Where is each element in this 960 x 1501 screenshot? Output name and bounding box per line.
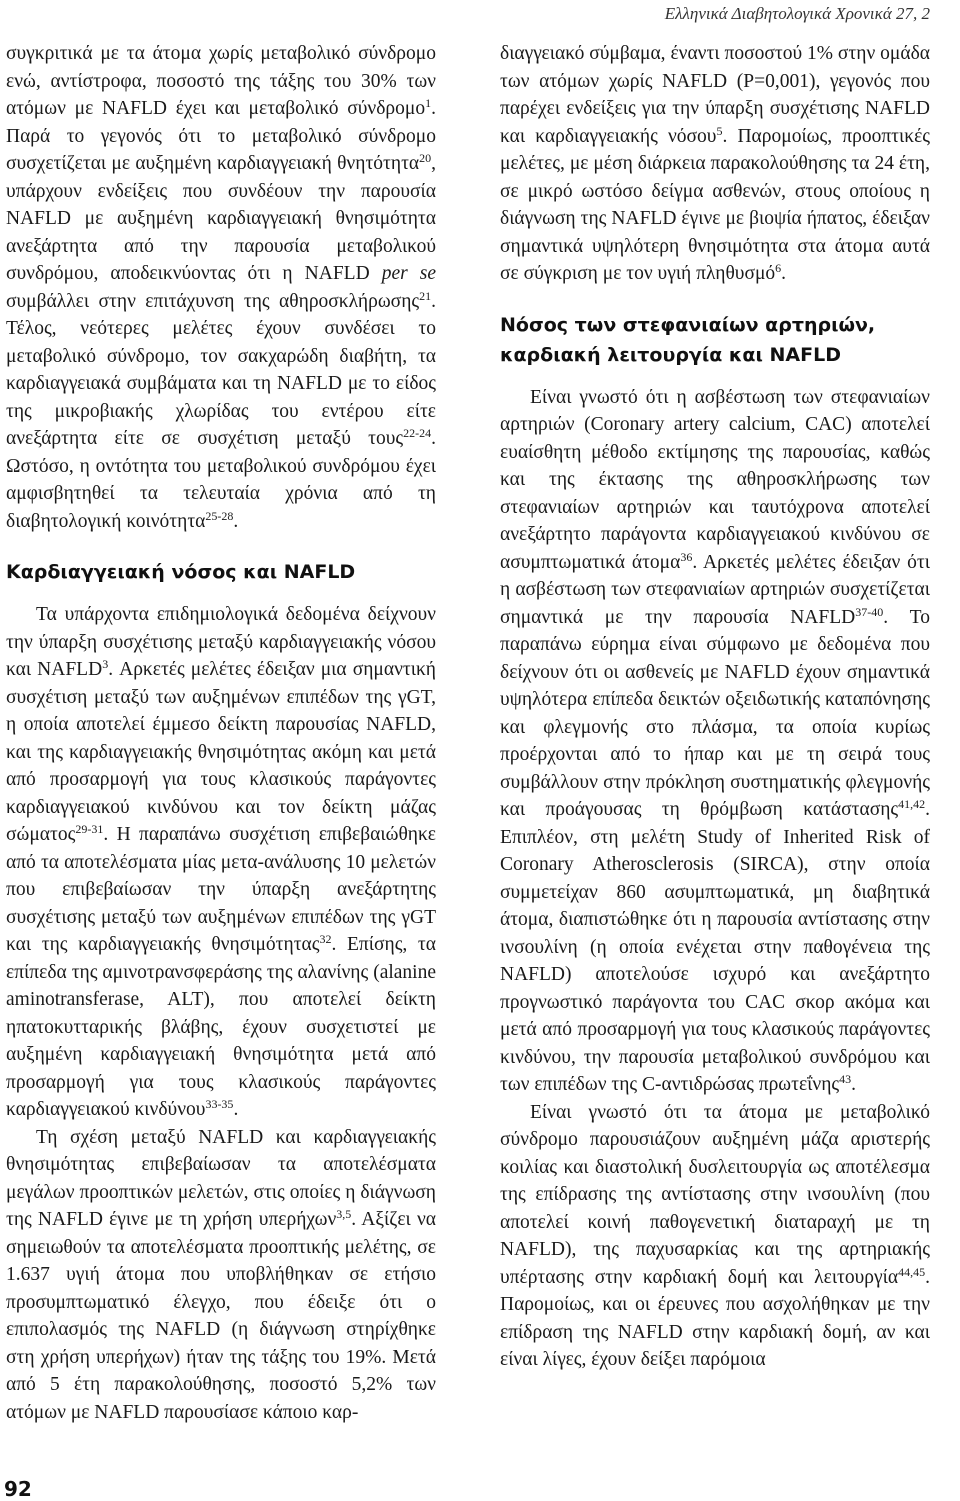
section-heading — [500, 310, 930, 370]
text-run: . Τέλος, νεότερες μελέτες έχουν συνδέσει το μεταβολικό σύνδρομο, τον σακχαρώδη διαβήτη, τα καρδιαγγειακά συμβάματα και τη NAFLD με το είδος της μικροβιακής χλωρίδας του εντέρου είτε ανεξάρτητα είτε σε συσχέτιση μεταξύ τους — [6, 290, 436, 449]
text-run: . Επίσης, τα επίπεδα της αμινοτρανσφεράσης της αλανίνης (alanine aminotransferase, ALT), που αποτελεί δείκτη ηπατοκυτταρικής βλάβης, έχουν συσχετιστεί με αυξημένη καρδιαγγειακή θνησιμότητα μετά από προσαρμογή για τους κλασικούς παράγοντες καρδιαγγειακού κινδύνου — [6, 934, 436, 1120]
text-run: . — [233, 1099, 239, 1120]
page-number: 92 — [4, 1477, 32, 1501]
text-run: . Αξίζει να σημειωθούν τα αποτελέσματα προοπτικής μελέτης, σε 1.637 υγιή άτομα που υποβλήθηκαν σε ετήσιο προσυμπτωματικό έλεγχο, που έδειξε ότι ο επιπολασμός της NAFLD (η διάγνωση στηρίχθηκε στη χρήση υπερήχων) ήταν της τάξης του 19%. Μετά από 5 έτη παρακολούθησης, ποσοστό 5,2% των ατόμων με NAFLD παρουσίασε κάποιο καρ- — [6, 1209, 436, 1423]
text-run: . Αρκετές μελέτες έδειξαν μια σημαντική συσχέτιση μεταξύ των αυξημένων επιπέδων της γGT, η οποία αποτελεί έμμεσο δείκτη παρουσίας NAFLD, και της καρδιαγγειακής θνησιμότητας ακόμη και μετά από προσαρμογή για τους κλασικούς παράγοντες καρδιαγγειακού κινδύνου και τον δείκτη μάζας σώματος — [6, 659, 436, 845]
journal-running-header: Ελληνικά Διαβητολογικά Χρονικά 27, 2 — [664, 4, 930, 23]
citation-superscript: 32 — [319, 932, 332, 946]
heading-line: καρδιακή λειτουργία και NAFLD — [500, 343, 841, 366]
citation-superscript: 5 — [716, 123, 723, 138]
text-run: διαγγειακό σύμβαμα, έναντι ποσοστού 1% στην ομάδα των ατόμων χωρίς NAFLD (P=0,001), γεγονός που παρέχει ενδείξεις για την ύπαρξη συσχέτισης NAFLD και καρδιαγγειακής νόσου — [500, 43, 930, 147]
paragraph — [6, 40, 436, 535]
paragraph — [6, 1124, 436, 1427]
citation-superscript: 3 — [102, 657, 109, 671]
text-run: Τη σχέση μεταξύ NAFLD και καρδιαγγειακής θνησιμότητας επιβεβαίωσαν τα αποτελέσματα μεγάλων προοπτικών μελετών, στις οποίες η διάγνωση της NAFLD έγινε με τη χρήση υπερήχων — [6, 1126, 436, 1230]
text-run: . Παρά το γεγονός ότι το μεταβολικό σύνδρομο συσχετίζεται με αυξημένη καρδιαγγειακή θνητότητα — [6, 98, 436, 174]
citation-superscript: 21 — [419, 288, 432, 303]
citation-superscript: 41,42 — [898, 797, 926, 811]
text-run: συγκριτικά με τα άτομα χωρίς μεταβολικό σύνδρομο ενώ, αντίστροφα, ποσοστό της τάξης του 30% των ατόμων με NAFLD έχει και μεταβολικό σύνδρομο — [6, 43, 436, 119]
paragraph — [6, 601, 436, 1124]
citation-superscript: 1 — [425, 96, 432, 110]
text-run: . Αρκετές μελέτες έδειξαν ότι η ασβέστωση των στεφανιαίων αρτηριών συσχετίζεται σημαντικά με την παρουσία NAFLD — [500, 551, 931, 628]
text-run: . Παρομοίως, προοπτικές μελέτες, με μέση διάρκεια παρακολούθησης τα 24 έτη, σε μικρό ωστόσο δείγμα ασθενών, στους οποίους η διάγνωση της NAFLD έγινε με βιοψία ήπατος, έδειξαν σημαντικά υψηλότερη θνησιμότητα στα άτομα αυτά σε σύγκριση με τον υγιή πληθυσμό — [500, 125, 930, 284]
text-run: συμβάλλει στην επιτάχυνση της αθηροσκλήρωσης — [6, 290, 420, 312]
heading-line: Νόσος των στεφανιαίων αρτηριών, — [500, 313, 876, 336]
text-run: Τα υπάρχοντα επιδημιολογικά δεδομένα δείχνουν την ύπαρξη συσχέτισης μεταξύ καρδιαγγειακής νόσου και NAFLD — [6, 604, 436, 680]
citation-superscript: 29-31 — [75, 822, 104, 836]
text-run: Είναι γνωστό ότι η ασβέστωση των στεφανιαίων αρτηριών (Coronary artery calcium, CAC) αποτελεί ευαίσθητη μέθοδο εκτίμησης της παρουσίας, καθώς και της έκτασης της αθηροσκλήρωσης των στεφανιαίων αρτηριών και ταυτόχρονα αποτελεί ανεξάρτητο παράγοντα καρδιαγγειακού κινδύνου σε ασυμπτωματικά άτομα — [500, 386, 930, 573]
text-run: , υπάρχουν ενδείξεις που συνδέουν την παρουσία NAFLD με αυξημένη καρδιαγγειακή θνησιμότητα ανεξάρτητα από την παρουσία μεταβολικού συνδρόμου, αποδεικνύοντας ότι η NAFLD — [6, 153, 436, 284]
citation-superscript: 36 — [680, 549, 693, 564]
text-run: . Επιπλέον, στη μελέτη Study of Inherited Risk of Coronary Atherosclerosis (SIRCA), στην οποία συμμετείχαν 860 ασυμπτωματικά, μη διαβητικά άτομα, διαπιστώθηκε ότι η παρουσία αντίστασης στην ινσουλίνη (η οποία ενέχεται στην παθογένεια της NAFLD) αποτελούσε ισχυρό και ανεξάρτητο προγνωστικό παράγοντα του CAC σκορ ακόμα και μετά από προσαρμογή για τους κλασικούς παράγοντες κινδύνου, την παρουσία μεταβολικού συνδρόμου και των επιπέδων της C-αντιδρώσας πρωτεΐνης — [500, 799, 930, 1095]
text-run: . — [851, 1074, 857, 1095]
paragraph — [500, 1099, 930, 1374]
citation-superscript: 43 — [839, 1072, 852, 1086]
citation-superscript: 3,5 — [336, 1207, 352, 1221]
section-heading: Καρδιαγγειακή νόσος και NAFLD — [6, 561, 356, 583]
citation-superscript: 33-35 — [205, 1097, 234, 1111]
citation-superscript: 25-28 — [205, 508, 234, 523]
text-run: . Παρομοίως, και οι έρευνες που ασχολήθηκαν με την επίδραση της NAFLD στην καρδιακή δομή, αν και είναι λίγες, έχουν δείξει παρόμοια — [500, 1266, 930, 1370]
italic-term: per se — [381, 263, 436, 284]
citation-superscript: 6 — [775, 261, 782, 275]
text-run: . — [233, 510, 239, 532]
text-run: . — [781, 263, 787, 284]
left-column — [6, 40, 436, 1426]
citation-superscript: 37-40 — [855, 604, 884, 619]
text-run: Είναι γνωστό ότι τα άτομα με μεταβολικό σύνδρομο παρουσιάζουν αυξημένη μάζα αριστερής κοιλίας και διαστολική δυσλειτουργία ως αποτέλεσμα της επίδρασης της αντίστασης στην ινσουλίνη (που αποτελεί κοινή παθογενετική διαταραχή με τη NAFLD), της παχυσαρκίας και της αρτηριακής υπέρτασης στην καρδιακή δομή και λειτουργία — [500, 1101, 930, 1288]
paragraph — [500, 384, 930, 1099]
citation-superscript: 20 — [419, 151, 432, 165]
text-run: . Ωστόσο, η οντότητα του μεταβολικού συνδρόμου έχει αμφισβητηθεί τα τελευταία χρόνια από τη διαβητολογική κοινότητα — [6, 428, 436, 532]
paragraph — [500, 40, 930, 288]
citation-superscript: 22-24 — [403, 426, 432, 440]
citation-superscript: 44,45 — [898, 1264, 926, 1279]
text-run: . Το παραπάνω εύρημα είναι σύμφωνο με δεδομένα που δείχνουν ότι οι ασθενείς με NAFLD έχουν σημαντικά υψηλότερα επίπεδα δεικτών οξειδωτικής καταπόνησης και φλεγμονής στο πλάσμα, τα οποία κυρίως προέρχονται από το ήπαρ και με τη σειρά τους συμβάλλουν στην πρόκληση συστηματικής φλεγμονής και προάγουσας τη θρόμβωση κατάστασης — [500, 606, 930, 820]
text-run: . Η παραπάνω συσχέτιση επιβεβαιώθηκε από τα αποτελέσματα μίας μετα-ανάλυσης 10 μελετών που επιβεβαίωσαν την ύπαρξη ανεξάρτητης συσχέτισης μεταξύ των αυξημένων επιπέδων της γGT και της καρδιαγγειακής θνησιμότητας — [6, 824, 436, 955]
right-column — [500, 40, 930, 1374]
